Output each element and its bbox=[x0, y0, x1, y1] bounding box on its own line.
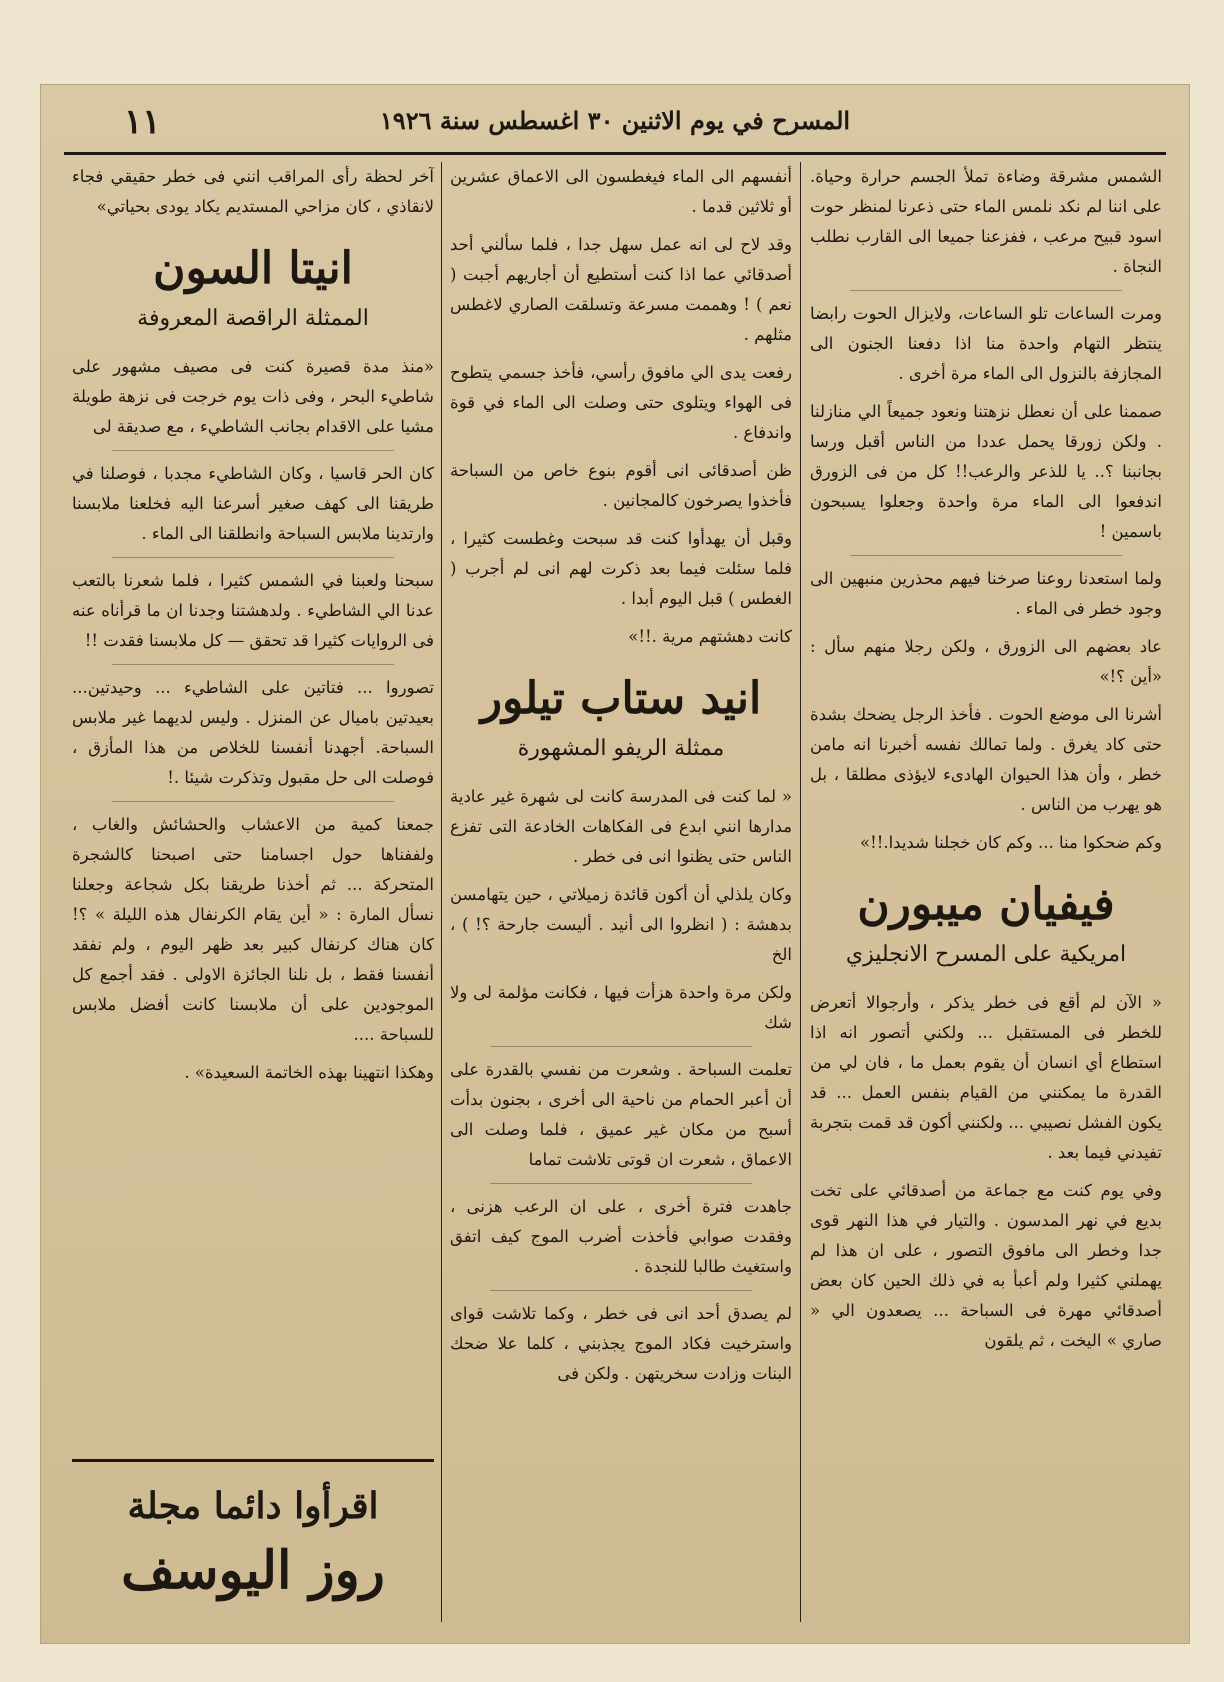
article-paragraph: صممنا على أن نعطل نزهتنا ونعود جميعاً الي منازلنا . ولكن زورقا يحمل عددا من الناس أقبل ورسا بجانبنا ؟.. يا للذعر والرعب!! كل من فى الزورق اندفعوا الى الماء مرة واحدة وجعلوا يسبحون باسمين ! bbox=[810, 402, 1162, 541]
article-paragraph: ومرت الساعات تلو الساعات، ولايزال الحوت رابضا ينتظر التهام واحدة منا اذا دفعنا الجنون الى المجازفة بالنزول الى الماء مرة أخرى . bbox=[810, 304, 1162, 383]
section-subtitle: ممثلة الريفو المشهورة bbox=[517, 736, 725, 761]
article-paragraph: وقبل أن يهدأوا كنت قد سبحت وغطست كثيرا ، فلما سئلت فيما بعد ذكرت لهم انى لم أجرب ( الغطس ) قبل اليوم أبدا . bbox=[450, 529, 792, 608]
paragraph-separator bbox=[112, 664, 394, 665]
article-paragraph: ظن أصدقائى انى أقوم بنوع خاص من السباحة فأخذوا يصرخون كالمجانين . bbox=[450, 461, 792, 510]
page-number: ١١ bbox=[124, 102, 161, 142]
advertisement-box bbox=[72, 1459, 434, 1622]
article-paragraph: «منذ مدة قصيرة كنت فى مصيف مشهور على شاطيء البحر ، وفى ذات يوم خرجت فى نزهة طويلة مشيا على الاقدام بجانب الشاطيء ، مع صديقة لى bbox=[72, 357, 434, 436]
article-paragraph: الشمس مشرقة وضاءة تملأ الجسم حرارة وحياة. على اننا لم نكد نلمس الماء حتى ذعرنا لمنظر حوت اسود قبيح مرعب ، ففزعنا جميعا الى القارب نطلب النجاة . bbox=[810, 167, 1162, 276]
paragraph-separator bbox=[112, 557, 394, 558]
ad-headline: اقرأوا دائما مجلة bbox=[127, 1485, 379, 1527]
column-divider-right bbox=[800, 162, 801, 1622]
section-title: انيد ستاب تيلور bbox=[480, 673, 762, 724]
article-paragraph: لم يصدق أحد انى فى خطر ، وكما تلاشت قواى واسترخيت فكاد الموج يجذبني ، كلما علا ضحك البنات وزادت سخريتهن . ولكن فى bbox=[450, 1304, 792, 1383]
article-paragraph: كان الحر قاسيا ، وكان الشاطيء مجدبا ، فوصلنا في طريقنا الى كهف صغير أسرعنا اليه فخلعنا ملابسنا وارتدينا ملابس السباحة وانطلقنا الى الماء . bbox=[72, 464, 434, 543]
article-paragraph: وقد لاح لى انه عمل سهل جدا ، فلما سألني أحد أصدقائي عما اذا كنت أستطيع أن أجاريهم أجبت ( نعم ) ! وهممت مسرعة وتسلقت الصاري لاغطس مثلهم . bbox=[450, 235, 792, 344]
newspaper-page bbox=[40, 84, 1190, 1644]
column-middle bbox=[450, 162, 792, 1622]
section-title: انيتا السون bbox=[153, 243, 353, 294]
article-paragraph: وهكذا انتهينا بهذه الخاتمة السعيدة» . bbox=[184, 1063, 434, 1082]
paragraph-separator bbox=[112, 450, 394, 451]
section-subtitle: الممثلة الراقصة المعروفة bbox=[137, 306, 369, 331]
ad-magazine-name: روز اليوسف bbox=[121, 1540, 385, 1601]
article-paragraph: ولما استعدنا روعنا صرخنا فيهم محذرين منبهين الى وجود خطر فى الماء . bbox=[810, 569, 1162, 618]
column-left-text bbox=[72, 162, 434, 1452]
paragraph-separator bbox=[850, 555, 1122, 556]
article-paragraph: عاد بعضهم الى الزورق ، ولكن رجلا منهم سأل : «أين ؟!» bbox=[810, 637, 1162, 686]
paragraph-separator bbox=[490, 1046, 752, 1047]
article-paragraph: وكم ضحكوا منا ... وكم كان خجلنا شديدا.!!» bbox=[859, 833, 1162, 852]
paragraph-separator bbox=[850, 290, 1122, 291]
article-paragraph: سبحنا ولعبنا في الشمس كثيرا ، فلما شعرنا بالتعب عدنا الي الشاطيء . ولدهشتنا وجدنا ان ما قرأناه عنه فى الروايات كثيرا قد تحقق — كل ملابسنا فقدت !! bbox=[72, 571, 434, 650]
section-title: فيفيان ميبورن bbox=[857, 879, 1115, 930]
article-paragraph: آخر لحظة رأى المراقب انني فى خطر حقيقي فجاء لانقاذي ، كان مزاحي المستديم يكاد يودى بحياتي» bbox=[72, 167, 434, 216]
page-header bbox=[64, 102, 1166, 150]
article-paragraph: أنفسهم الى الماء فيغطسون الى الاعماق عشرين أو ثلاثين قدما . bbox=[450, 167, 792, 216]
article-paragraph: ولكن مرة واحدة هزأت فيها ، فكانت مؤلمة لى ولا شك bbox=[450, 983, 792, 1032]
section-subtitle: امريكية على المسرح الانجليزي bbox=[845, 942, 1127, 967]
column-divider-left bbox=[441, 162, 442, 1622]
header-rule bbox=[64, 152, 1166, 155]
article-paragraph: جاهدت فترة أخرى ، على ان الرعب هزنى ، وفقدت صوابي فأخذت أضرب الموج كيف اتفق واستغيث طالبا للنجدة . bbox=[450, 1197, 792, 1276]
article-paragraph: « لما كنت فى المدرسة كانت لى شهرة غير عادية مدارها انني ابدع فى الفكاهات الخادعة التى تفزع الناس حتى يظنوا انى فى خطر . bbox=[450, 787, 792, 866]
article-paragraph: وفي يوم كنت مع جماعة من أصدقائي على تخت بديع في نهر المدسون . والتيار في هذا النهر قوى جدا وخطر الى مافوق التصور ، على ان هذا لم يهملني كثيرا ولم أعبأ به في ذلك الحين كان بعض أصدقائي مهرة فى السباحة ... يصعدون الي « صاري » اليخت ، ثم يلقون bbox=[810, 1181, 1162, 1350]
article-paragraph: كانت دهشتهم مرية .!!» bbox=[628, 627, 792, 646]
paragraph-separator bbox=[490, 1183, 752, 1184]
column-right bbox=[810, 162, 1162, 1622]
article-paragraph: تصوروا ... فتاتين على الشاطيء ... وحيدتين... بعيدتين باميال عن المنزل . وليس لديهما غير ملابس السباحة. أجهدنا أنفسنا للخلاص من هذا المأزق ، فوصلت الى حل مقبول وتذكرت شيئا .! bbox=[72, 678, 434, 787]
header-title: المسرح في يوم الاثنين ٣٠ اغسطس سنة ١٩٢٦ bbox=[379, 106, 851, 135]
article-paragraph: جمعنا كمية من الاعشاب والحشائش والغاب ، ولففناها حول اجسامنا حتى اصبحنا كالشجرة المتحركة ... ثم أخذنا طريقنا بكل شجاعة وجعلنا نسأل المارة : « أين يقام الكرنفال هذه الليلة » ؟! كان هناك كرنفال كبير بعد ظهر اليوم ، ولم نفقد أنفسنا فقط ، بل نلنا الجائزة الاولى . فقد أجمع كل الموجودين على أن ملابسنا كانت أفضل ملابس للسباحة .... bbox=[72, 815, 434, 1044]
article-paragraph: تعلمت السباحة . وشعرت من نفسي بالقدرة على أن أعبر الحمام من ناحية الى أخرى ، بجنون بدأت أسبح من مكان غير عميق ، فلما وصلت الى الاعماق ، شعرت ان قوتى تلاشت تماما bbox=[450, 1060, 792, 1169]
article-paragraph: « الآن لم أقع فى خطر يذكر ، وأرجوالا أتعرض للخطر فى المستقبل ... ولكني أتصور انه اذا استطاع أي انسان أن يقوم بعمل ما ، فان لي من القدرة ما يمكنني من القيام بنفس العمل ... قد يكون الفشل نصيبي ... ولكنني أكون قد قمت بتجربة تفيدني فيما بعد . bbox=[810, 993, 1162, 1162]
article-paragraph: أشرنا الى موضع الحوت . فأخذ الرجل يضحك بشدة حتى كاد يغرق . ولما تمالك نفسه أخبرنا انه مامن خطر ، وأن هذا الحيوان الهادىء لايؤذى مطلقا ، بل هو يهرب من الناس . bbox=[810, 705, 1162, 814]
paragraph-separator bbox=[112, 801, 394, 802]
column-left bbox=[72, 162, 434, 1622]
paragraph-separator bbox=[490, 1290, 752, 1291]
article-paragraph: وكان يلذلي أن أكون قائدة زميلاتي ، حين يتهامسن بدهشة : ( انظروا الى أنيد . أليست جارحة ؟! ) ، الخ bbox=[450, 885, 792, 964]
article-paragraph: رفعت يدى الي مافوق رأسي، فأخذ جسمي يتطوح فى الهواء ويتلوى حتى وصلت الى الماء في قوة واندفاع . bbox=[450, 363, 792, 442]
